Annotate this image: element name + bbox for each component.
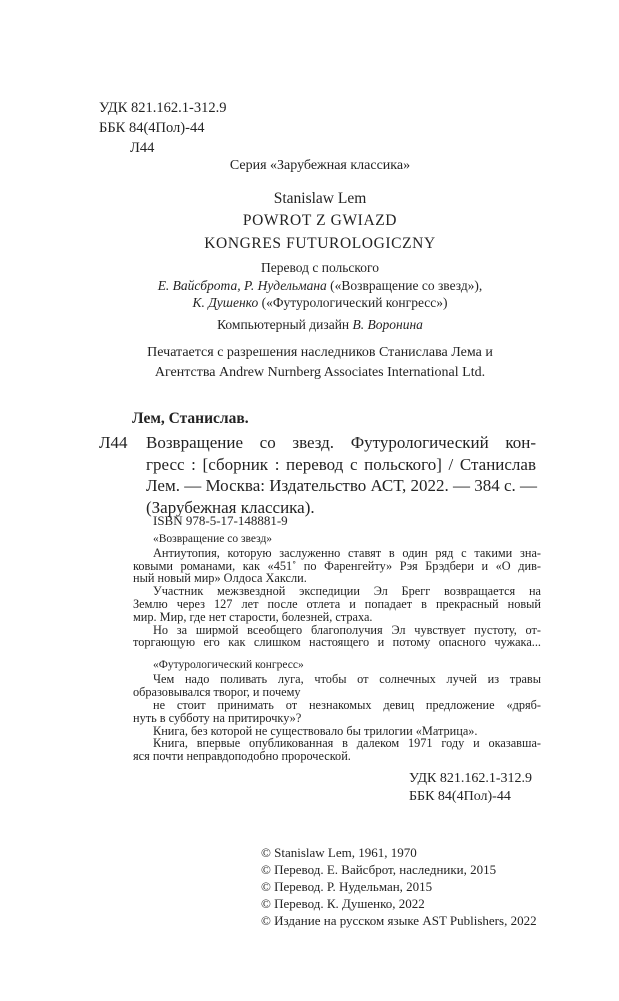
- annotation-line: Антиутопия, которую заслуженно ставят в один ряд с такими зна-: [153, 545, 541, 560]
- annotation-title: «Футурологический конгресс»: [153, 659, 304, 671]
- translation-label: Перевод с польского: [261, 260, 379, 275]
- annotation-line: образовывался творог, и почему: [133, 684, 301, 699]
- permission-line: Агентства Andrew Nurnberg Associates International Ltd.: [154, 365, 486, 380]
- annotation-line: ный новый мир» Олдоса Хаксли.: [133, 571, 307, 586]
- design-credit: [0, 317, 619, 333]
- bbk-code: ББК 84(4Пол)-44: [99, 120, 205, 136]
- classification-codes: [99, 98, 226, 158]
- design-label: Компьютерный дизайн: [217, 317, 353, 332]
- annotation-line: Участник межзвездной экспедиции Эл Брегг возвращается на: [153, 584, 541, 599]
- annotation-futurological-congress: [133, 659, 541, 763]
- work-1: («Возвращение со звезд»),: [326, 277, 483, 293]
- udk-code: УДК 821.162.1-312.9: [99, 100, 227, 116]
- annotation-return-from-stars: [133, 533, 541, 649]
- copyright-line: © Stanislaw Lem, 1961, 1970: [261, 845, 417, 860]
- permission-note: [0, 343, 619, 383]
- annotation-line: Но за ширмой всеобщего благополучия Эл чувствует пустоту, от-: [153, 622, 541, 637]
- translators-1: Е. Вайсброта, Р. Нудельмана: [157, 277, 327, 293]
- copyright-line: © Издание на русском языке AST Publishers, 2022: [261, 913, 537, 928]
- isbn: ISBN 978-5-17-148881-9: [153, 513, 288, 528]
- translators-2: К. Душенко: [192, 295, 259, 310]
- catalog-entry-line: Возвращение со звезд. Футурологический кон-: [146, 433, 536, 452]
- copyright-line: © Перевод. К. Душенко, 2022: [261, 896, 425, 911]
- annotation-line: Книга, впервые опубликованная в далеком 1971 году и оказавша-: [153, 736, 541, 751]
- catalog-entry: [146, 432, 536, 519]
- annotation-line: Чем надо поливать луга, чтобы от солнечных лучей из травы: [153, 671, 541, 686]
- catalog-mark: Л44: [99, 433, 128, 452]
- annotation-line: нуть в субботу на притирочку»?: [133, 710, 302, 725]
- annotation-line: Книга, без которой не существовало бы трилогии «Матрица».: [153, 723, 478, 738]
- annotation-line: яся почти неправдоподобно пророческой.: [133, 749, 351, 764]
- work-2: («Футурологический конгресс»): [258, 295, 448, 310]
- annotation-line: торгающую его как слишком настоящего и потому опасного чужака...: [133, 635, 541, 650]
- catalog-entry-line: гресс : [сборник : перевод с польского] / Станислав: [146, 454, 536, 474]
- catalog-entry-line: Лем. — Москва: Издательство АСТ, 2022. — 384 с. —: [146, 476, 537, 496]
- copyright-line: © Перевод. Е. Вайсброт, наследники, 2015: [261, 862, 497, 877]
- author-mark: Л44: [130, 140, 155, 156]
- udk-code: УДК 821.162.1-312.9: [409, 771, 533, 786]
- annotation-line: ковыми романами, как «451˚ по Фаренгейту» Рэя Брэдбери и «О див-: [133, 558, 541, 573]
- bbk-code: ББК 84(4Пол)-44: [409, 789, 511, 804]
- translation-credits: [0, 259, 619, 312]
- original-title-2: KONGRES FUTUROLOGICZNY: [204, 235, 436, 252]
- designer-name: В. Воронина: [352, 317, 423, 332]
- catalog-heading: Лем, Станислав.: [132, 410, 249, 427]
- annotation-line: мир. Мир, где нет старости, болезней, страха.: [133, 609, 373, 624]
- permission-line: Печатается с разрешения наследников Станислава Лема и: [147, 345, 493, 360]
- original-author: Stanislaw Lem: [273, 190, 367, 207]
- original-title-1: POWROT Z GWIAZD: [242, 212, 398, 229]
- annotation-title: «Возвращение со звезд»: [153, 533, 273, 545]
- annotation-line: Землю через 127 лет после отлета и попадает в прекрасный новый: [133, 596, 541, 611]
- series-name: Серия «Зарубежная классика»: [229, 158, 411, 173]
- copyright-block: [261, 844, 537, 929]
- footer-codes: [409, 770, 532, 806]
- copyright-line: © Перевод. Р. Нудельман, 2015: [261, 879, 433, 894]
- catalog-entry-line: (Зарубежная классика).: [146, 498, 315, 518]
- annotation-line: не стоит принимать от незнакомых девиц предложение «дряб-: [153, 697, 541, 712]
